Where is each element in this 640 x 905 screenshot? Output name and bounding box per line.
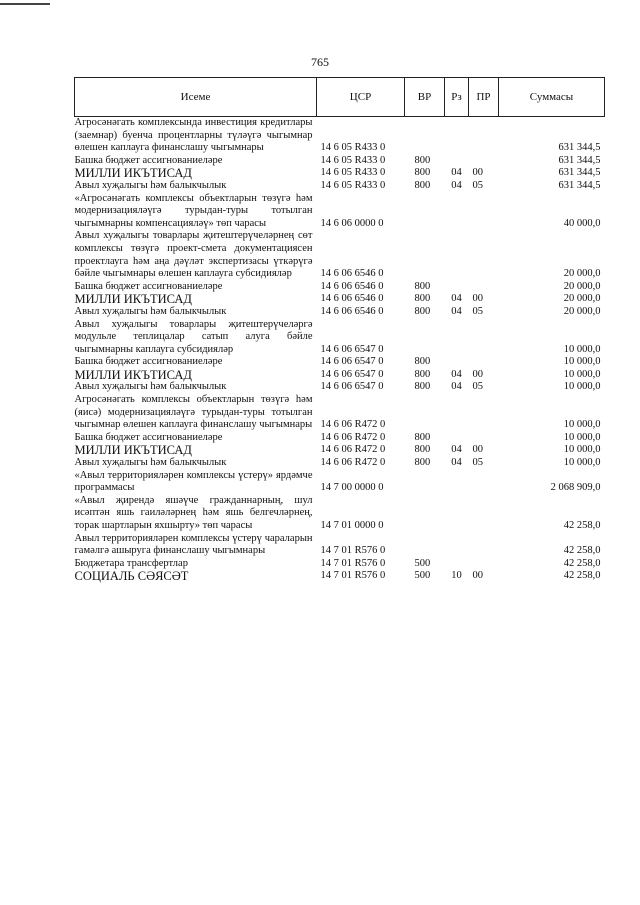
table-row xyxy=(75,306,605,319)
row-sum: 631 344,5 xyxy=(558,142,601,154)
row-name: «Авыл территорияләрен комплексы үстерү» ярдәмче программасы xyxy=(74,469,313,494)
row-vr: 500 xyxy=(414,570,431,582)
row-rz xyxy=(445,533,469,558)
row-csr: 14 6 06 6546 0 xyxy=(320,293,384,305)
row-vr xyxy=(405,319,445,357)
row-pr xyxy=(469,230,499,280)
row-vr xyxy=(405,495,445,533)
row-name: МИЛЛИ ИКЪТИСАД xyxy=(74,443,192,458)
row-rz: 04 xyxy=(451,305,462,317)
row-csr: 14 6 06 6546 0 xyxy=(320,280,384,292)
table-body xyxy=(75,117,605,583)
row-pr xyxy=(469,495,499,533)
row-pr: 00 xyxy=(472,167,483,179)
row-name: Авыл хуҗалыгы һәм балыкчылык xyxy=(74,179,227,191)
row-rz xyxy=(445,281,469,294)
row-sum: 631 344,5 xyxy=(558,179,601,191)
row-rz: 04 xyxy=(451,293,462,305)
row-pr xyxy=(469,558,499,571)
header-rz: Рз xyxy=(445,78,469,117)
row-rz xyxy=(445,394,469,432)
table-row xyxy=(75,457,605,470)
row-vr xyxy=(405,394,445,432)
row-sum: 10 000,0 xyxy=(563,419,601,431)
row-csr: 14 7 01 R576 0 xyxy=(320,557,386,569)
table-row xyxy=(75,293,605,306)
row-rz xyxy=(445,356,469,369)
row-csr: 14 7 00 0000 0 xyxy=(320,482,384,494)
row-rz: 04 xyxy=(451,457,462,469)
row-csr: 14 6 06 R472 0 xyxy=(320,444,386,456)
row-sum: 40 000,0 xyxy=(563,217,601,229)
table-row xyxy=(75,394,605,432)
header-sum: Суммасы xyxy=(499,78,605,117)
row-csr: 14 6 06 6547 0 xyxy=(320,381,384,393)
row-name: Башка бюджет ассигнованиеләре xyxy=(74,154,223,166)
row-vr: 800 xyxy=(414,457,431,469)
table-row xyxy=(75,570,605,583)
row-vr xyxy=(405,470,445,495)
row-rz: 04 xyxy=(451,368,462,380)
row-sum: 10 000,0 xyxy=(563,356,601,368)
row-vr: 800 xyxy=(414,305,431,317)
row-pr: 00 xyxy=(472,444,483,456)
row-rz: 04 xyxy=(451,167,462,179)
row-sum: 20 000,0 xyxy=(563,305,601,317)
table-row xyxy=(75,356,605,369)
row-pr: 00 xyxy=(472,293,483,305)
table-row xyxy=(75,495,605,533)
row-vr: 800 xyxy=(414,444,431,456)
table-row xyxy=(75,470,605,495)
row-vr: 800 xyxy=(414,167,431,179)
row-csr: 14 6 06 R472 0 xyxy=(320,457,386,469)
row-rz: 04 xyxy=(451,381,462,393)
row-vr: 800 xyxy=(414,368,431,380)
row-csr: 14 7 01 R576 0 xyxy=(320,545,386,557)
row-vr: 800 xyxy=(414,154,431,166)
row-csr: 14 6 05 R433 0 xyxy=(320,154,386,166)
header-pr: ПР xyxy=(469,78,499,117)
row-sum: 42 258,0 xyxy=(563,545,601,557)
row-pr xyxy=(469,432,499,445)
row-sum: 10 000,0 xyxy=(563,431,601,443)
row-rz: 10 xyxy=(451,570,462,582)
row-pr xyxy=(469,394,499,432)
row-csr: 14 6 05 R433 0 xyxy=(320,179,386,191)
header-name: Исеме xyxy=(75,78,317,117)
row-sum: 10 000,0 xyxy=(563,343,601,355)
row-csr: 14 7 01 0000 0 xyxy=(320,520,384,531)
row-name: Авыл хуҗалыгы һәм балыкчылык xyxy=(74,305,227,317)
row-name: «Агросәнәгать комплексы объектларын төзүгә һәм модернизацияләүгә турыдан-туры тотылган чыгымнарны компенсацияләү» төп чарасы xyxy=(74,192,313,229)
row-name: Башка бюджет ассигнованиеләре xyxy=(74,356,223,368)
row-vr xyxy=(405,117,445,155)
row-name: Авыл хуҗалыгы товарлары җитештерүчеләргә модульле теплицалар сатып алуга бәйле чыгымнарны каплауга субсидияләр xyxy=(74,318,313,355)
row-name: СОЦИАЛЬ СӘЯСӘТ xyxy=(74,569,189,584)
row-csr: 14 6 06 6546 0 xyxy=(320,305,384,317)
row-vr xyxy=(405,230,445,280)
table-row xyxy=(75,193,605,231)
table-row xyxy=(75,381,605,394)
row-csr: 14 6 06 0000 0 xyxy=(320,217,384,229)
header-vr: ВР xyxy=(405,78,445,117)
row-sum: 631 344,5 xyxy=(558,167,601,179)
row-sum: 42 258,0 xyxy=(563,520,601,531)
row-vr: 800 xyxy=(414,431,431,443)
row-vr: 800 xyxy=(414,280,431,292)
row-pr: 05 xyxy=(472,457,483,469)
row-rz xyxy=(445,319,469,357)
row-sum: 2 068 909,0 xyxy=(550,482,601,494)
row-csr: 14 7 01 R576 0 xyxy=(320,570,386,582)
table-row xyxy=(75,369,605,382)
row-sum: 20 000,0 xyxy=(563,280,601,292)
row-pr: 05 xyxy=(472,381,483,393)
row-csr: 14 6 06 R472 0 xyxy=(320,419,386,431)
row-pr xyxy=(469,319,499,357)
row-csr: 14 6 06 6546 0 xyxy=(320,268,384,280)
row-csr: 14 6 06 6547 0 xyxy=(320,368,384,380)
row-csr: 14 6 05 R433 0 xyxy=(320,142,386,154)
row-pr xyxy=(469,470,499,495)
row-rz xyxy=(445,470,469,495)
budget-table xyxy=(74,77,605,583)
row-name: Авыл хуҗалыгы товарлары җитештерүчеләрнең сөт комплексы төзүгә проект-смета документациясен проектлауга һәм аңа дәүләт экспертизасы үткәрүгә бәйле чыгымнары өлешен каплауга субсидияләр xyxy=(74,230,313,280)
row-sum: 10 000,0 xyxy=(563,368,601,380)
row-vr: 800 xyxy=(414,381,431,393)
row-sum: 42 258,0 xyxy=(563,570,601,582)
row-vr: 800 xyxy=(414,356,431,368)
row-sum: 10 000,0 xyxy=(563,444,601,456)
row-rz xyxy=(445,432,469,445)
row-csr: 14 6 06 6547 0 xyxy=(320,356,384,368)
table-row xyxy=(75,444,605,457)
row-vr: 500 xyxy=(414,557,431,569)
row-vr: 800 xyxy=(414,293,431,305)
row-pr xyxy=(469,193,499,231)
corner-rule xyxy=(0,3,50,5)
row-name: МИЛЛИ ИКЪТИСАД xyxy=(74,292,192,307)
row-sum: 42 258,0 xyxy=(563,557,601,569)
row-name: Башка бюджет ассигнованиеләре xyxy=(74,280,223,292)
table-row xyxy=(75,533,605,558)
row-pr: 05 xyxy=(472,179,483,191)
table-row xyxy=(75,319,605,357)
header-csr: ЦСР xyxy=(317,78,405,117)
row-pr xyxy=(469,533,499,558)
row-sum: 10 000,0 xyxy=(563,381,601,393)
row-pr: 00 xyxy=(472,368,483,380)
row-vr xyxy=(405,533,445,558)
row-rz: 04 xyxy=(451,179,462,191)
table-row xyxy=(75,117,605,155)
row-pr xyxy=(469,356,499,369)
row-pr: 05 xyxy=(472,305,483,317)
row-name: Агросәнәгать комплексында инвестиция кредитлары (заемнар) буенча процентларны түләүгә чыгымнар өлешен каплауга финанслашу чыгымнары xyxy=(74,117,313,154)
row-name: Агросәнәгать комплексы объектларын төзүгә һәм (яисә) модернизацияләүгә турыдан-туры тотылган чыгымнар өлешен каплауга финанслашу чыгымнары xyxy=(74,394,313,431)
row-rz xyxy=(445,193,469,231)
row-vr xyxy=(405,193,445,231)
row-name: МИЛЛИ ИКЪТИСАД xyxy=(74,367,192,382)
row-pr: 00 xyxy=(472,570,483,582)
row-sum: 10 000,0 xyxy=(563,457,601,469)
row-sum: 631 344,5 xyxy=(558,154,601,166)
table-row xyxy=(75,230,605,280)
row-csr: 14 6 05 R433 0 xyxy=(320,167,386,179)
row-sum: 20 000,0 xyxy=(563,293,601,305)
row-name: Башка бюджет ассигнованиеләре xyxy=(74,431,223,443)
row-rz xyxy=(445,495,469,533)
row-csr: 14 6 06 6547 0 xyxy=(320,343,384,355)
row-name: Авыл территорияләрен комплексы үстерү чараларын гамәлгә ашыруга финанслашу чыгымнары xyxy=(74,532,313,557)
page-number: 765 xyxy=(311,55,329,69)
row-name: «Авыл җирендә яшәүче гражданнарның, шул исәптән яшь гаиләләрнең һәм яшь белгечләрнең, торак шартларын яхшырту» төп чарасы xyxy=(74,494,313,531)
row-rz xyxy=(445,117,469,155)
table-row xyxy=(75,180,605,193)
table-row xyxy=(75,167,605,180)
row-rz: 04 xyxy=(451,444,462,456)
table-header-row xyxy=(75,78,605,117)
row-name: Бюджетара трансфертлар xyxy=(74,557,188,569)
row-rz xyxy=(445,230,469,280)
row-pr xyxy=(469,155,499,168)
row-rz xyxy=(445,155,469,168)
row-vr: 800 xyxy=(414,179,431,191)
row-pr xyxy=(469,281,499,294)
row-rz xyxy=(445,558,469,571)
row-name: Авыл хуҗалыгы һәм балыкчылык xyxy=(74,381,227,393)
row-csr: 14 6 06 R472 0 xyxy=(320,431,386,443)
row-sum: 20 000,0 xyxy=(563,268,601,280)
row-pr xyxy=(469,117,499,155)
row-name: Авыл хуҗалыгы һәм балыкчылык xyxy=(74,457,227,469)
row-name: МИЛЛИ ИКЪТИСАД xyxy=(74,166,192,181)
